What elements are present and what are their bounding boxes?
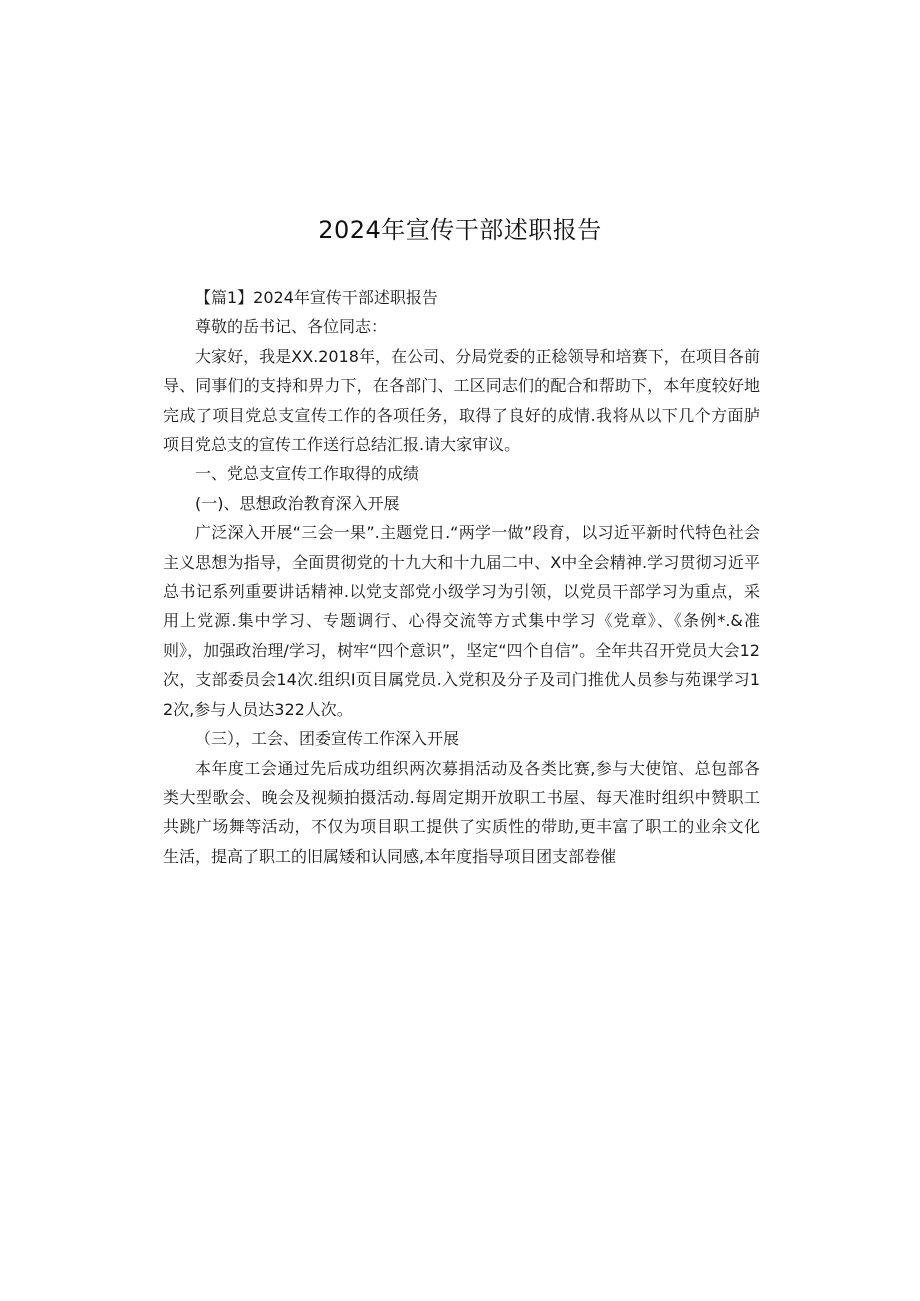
union-paragraph: 本年度工会通过先后成功组织两次募捐活动及各类比赛,参与大使馆、总包部各类大型歌会、晚会及视频拍摄活动.每周定期开放职工书屋、每天准时组织中赞职工共跳广场舞等活动，不仅为项目职工提供了实质性的带助,更丰富了职工的业余文化生活，提高了职工的旧属矮和认同感,本年度指导项目团支部卷催 [163, 758, 760, 866]
ideology-paragraph: 广泛深入开展“三会一果”.主题党日.“两学一做”段育，以习近平新时代特色社会主义思想为指导，全面贯彻党的十九大和十九届二中、X中全会精神.学习贯彻习近平总书记系列重要讲话精神.以党支部党小级学习为引领，以党员干部学习为重点，采用上党源.集中学习、专题调行、心得交流等方式集中学习《党章》、《条例*.&准则》，加强政治理/学习，树牢“四个意识”，坚定“四个自信”。全年共召开党员大会12次，支部委员会14次.组织I页目属党员.入党积及分子及司门推优人员参与苑课学习12次,参与人员达322人次。 [163, 523, 760, 719]
subsection-heading-union: （三），工会、团委宣传工作深入开展 [195, 729, 460, 749]
document-title: 2024年宣传干部述职报告 [318, 216, 602, 244]
section-label: 【篇1】2024年宣传干部述职报告 [195, 288, 438, 307]
salutation: 尊敬的岳书记、各位同志： [195, 317, 388, 337]
intro-paragraph: 大家好，我是XX.2018年，在公司、分局党委的正稔领导和培赛下，在项目各前导、同事们的支持和畀力下，在各部门、工区同志们的配合和帮助下，本年度较好地完成了项目党总支宣传工作的各项任务，取得了良好的成情.我将从以下几个方面胪项目党总支的宣传工作送行总结汇报.请大家审议。 [163, 346, 760, 455]
section-heading-achievements: 一、党总支宣传工作取得的成绩 [195, 464, 420, 484]
subsection-heading-ideology: (一)、思想政治教育深入开展 [195, 493, 400, 513]
document-body [163, 283, 760, 871]
